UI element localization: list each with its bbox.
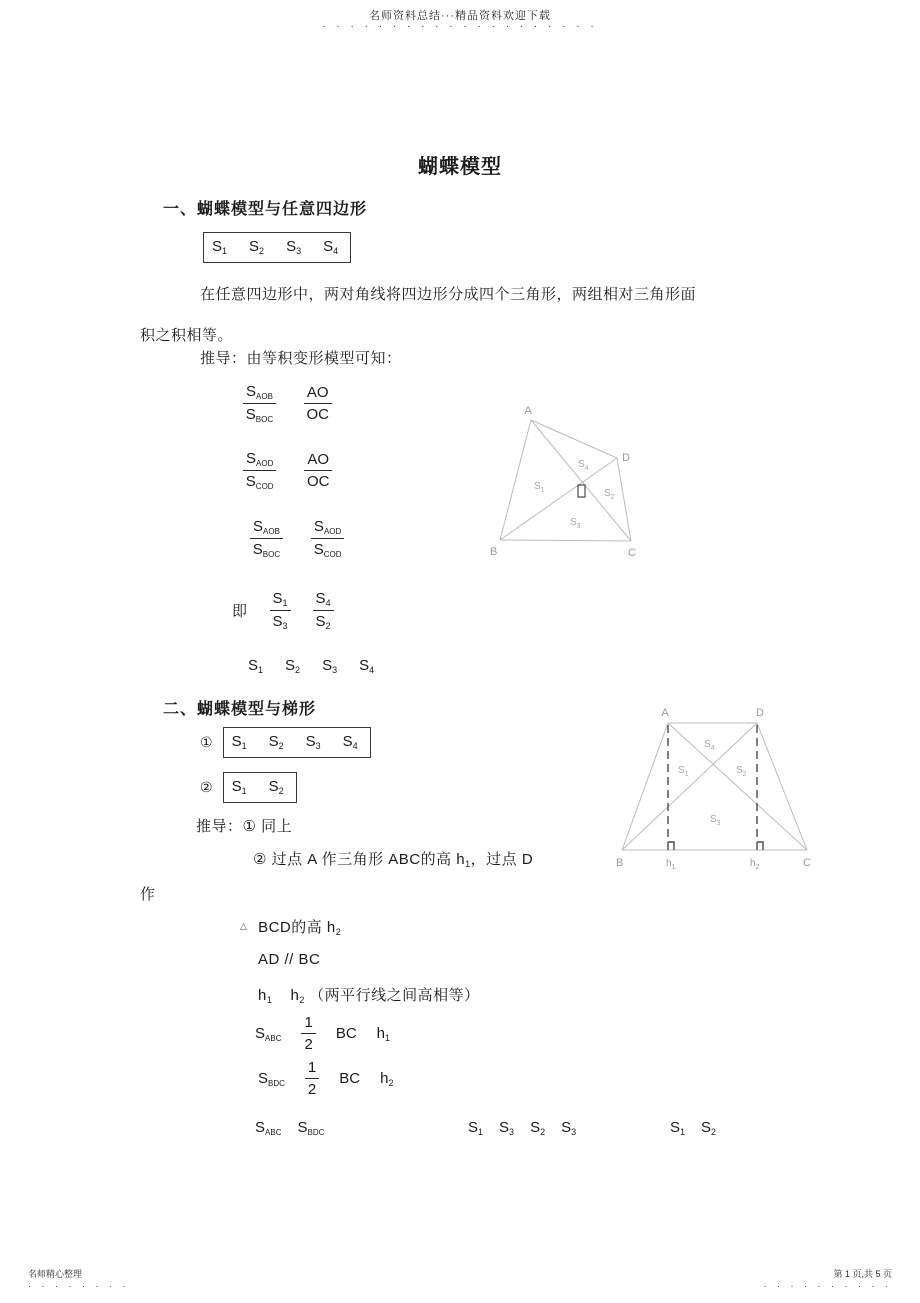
footer-left-dots: · · · · · · · · (28, 1281, 130, 1291)
fraction-s1-s3 (270, 590, 291, 632)
h1-term: $h_1$ (376, 1024, 391, 1043)
section1-heading: 一、蝴蝶模型与任意四边形 (163, 201, 368, 218)
numerator: AO (304, 451, 332, 471)
s3-term: $S_3$ (286, 238, 302, 256)
group-result (670, 1119, 716, 1137)
s3-term: $S_3$ (561, 1119, 577, 1137)
s2-term: $S_2$ (249, 238, 265, 256)
s-abc-term: $S_{ABC}$ (255, 1024, 282, 1043)
bcd-height-line (240, 916, 341, 937)
fraction-s4-s2 (313, 590, 334, 632)
s2-term: $S_2$ (530, 1119, 546, 1137)
denominator: OC (306, 406, 330, 424)
vertex-labels (616, 707, 811, 869)
h2-label: $h_2$ (750, 858, 760, 871)
derive2-part-b: ，过点 D (470, 851, 534, 868)
fraction-saob-sboc (250, 518, 283, 559)
bc-term: BC (335, 1025, 357, 1043)
boxed-row-2 (200, 772, 297, 803)
vertex-b-label: B (616, 857, 624, 869)
s-bdc-term: $S_{BDC}$ (297, 1119, 325, 1137)
trapezoid-edges (622, 723, 807, 850)
formula-row-2 (243, 450, 332, 491)
numerator: 1 (305, 1059, 319, 1079)
fraction-saod-scod (243, 450, 276, 491)
s4-term: $S_4$ (323, 238, 339, 256)
region-s2-label: $S_2$ (604, 488, 615, 501)
quadrilateral-edges (500, 420, 631, 541)
region-s3-label: $S_3$ (710, 814, 721, 827)
h1-term: $h_1$ (258, 987, 272, 1005)
denominator: OC (306, 473, 330, 491)
center-box-glyph (578, 485, 585, 497)
fraction-saob-sboc (243, 383, 276, 424)
right-angle-mark-h1 (668, 842, 674, 850)
triangle-icon: △ (240, 921, 248, 931)
vertex-d-label: D (756, 707, 764, 719)
page-title: 蝴蝶模型 (418, 156, 502, 178)
boxed-terms (203, 232, 351, 263)
area-bdc-formula (258, 1059, 393, 1099)
vertex-a-label: A (661, 707, 669, 719)
numerator: $S_1$ (270, 590, 291, 611)
right-angle-mark-h2 (757, 842, 763, 850)
region-s1-label: $S_1$ (534, 481, 545, 494)
diagonal-ac (531, 420, 631, 541)
region-s4-label: $S_4$ (578, 459, 589, 472)
h2-term: $h_2$ (380, 1069, 394, 1088)
s2-term: $S_2$ (268, 778, 284, 796)
ad-parallel-bc-line: AD // BC (258, 951, 321, 968)
h1-subscript: 1 (465, 859, 471, 869)
heights-equal-line (258, 984, 480, 1005)
derive2-part-a: ② 过点 A 作三角形 ABC的高 h (253, 851, 466, 868)
formula-row-1 (243, 383, 332, 424)
group-s-terms (468, 1119, 576, 1137)
region-s3-label: $S_3$ (570, 517, 581, 530)
circled-one: ① (200, 734, 213, 750)
denominator: $S_{BOC}$ (245, 406, 274, 425)
s1-term: $S_1$ (468, 1119, 484, 1137)
s1-term: $S_1$ (248, 657, 264, 675)
group-areas (255, 1119, 324, 1137)
s4-term: $S_4$ (342, 733, 358, 751)
denominator: $S_{COD}$ (313, 541, 342, 560)
numerator: AO (304, 384, 332, 404)
vertex-c-label: C (803, 857, 811, 869)
numerator: $S_{AOB}$ (250, 518, 283, 539)
height-lines (668, 725, 763, 850)
boxed-terms-1 (223, 727, 371, 758)
heights-note: （两平行线之间高相等） (309, 987, 480, 1004)
s1-term: $S_1$ (670, 1119, 686, 1137)
region-s4-label: $S_4$ (704, 739, 715, 752)
quadrilateral-diagram (478, 398, 668, 568)
section2-heading: 二、蝴蝶模型与梯形 (163, 701, 317, 718)
vertex-b-label: B (490, 546, 498, 558)
s3-term: $S_3$ (499, 1119, 515, 1137)
fraction-ao-oc (304, 451, 332, 491)
denominator: $S_2$ (315, 613, 331, 632)
page-header: 名师资料总结···精品资料欢迎下载 (369, 10, 551, 22)
numerator: $S_{AOD}$ (243, 450, 276, 471)
fraction-half (301, 1014, 315, 1054)
region-labels (678, 739, 747, 827)
formula-box-1 (203, 232, 351, 263)
s4-term: $S_4$ (359, 657, 375, 675)
s-bdc-term: $S_{BDC}$ (258, 1069, 285, 1088)
boxed-row-1 (200, 727, 371, 758)
region-s2-label: $S_2$ (736, 765, 747, 778)
s1-term: $S_1$ (231, 733, 247, 751)
header-dotted-rule: · · · · · · · · · · · · · · · · · · · · (322, 21, 598, 32)
s-terms-row (248, 657, 374, 675)
bc-term: BC (339, 1070, 361, 1088)
h2-term: $h_2$ (290, 987, 305, 1005)
zuo-line: 作 (140, 886, 156, 903)
footer-right-dots: · · · · · · · · · · (763, 1281, 892, 1291)
vertex-labels (490, 405, 636, 559)
denominator: $S_3$ (272, 613, 288, 632)
h2-subscript: 2 (335, 927, 342, 937)
s-abc-term: $S_{ABC}$ (255, 1119, 282, 1137)
vertex-d-label: D (622, 452, 630, 464)
fraction-saod-scod (311, 518, 344, 559)
derive1-line: 推导：① 同上 (196, 818, 293, 835)
s1-term: $S_1$ (212, 238, 228, 256)
derive-intro: 推导：由等积变形模型可知： (200, 350, 402, 367)
derive2-line (253, 848, 533, 869)
denominator: $S_{COD}$ (245, 473, 274, 492)
height-labels (666, 858, 760, 871)
footer-left: 名师精心整理 (28, 1269, 83, 1279)
area-abc-formula (255, 1014, 390, 1054)
region-s1-label: $S_1$ (678, 765, 689, 778)
formula-row-4 (232, 590, 334, 632)
s1-term: $S_1$ (231, 778, 247, 796)
denominator: 2 (307, 1081, 317, 1099)
paragraph-line2: 积之积相等。 (140, 327, 234, 344)
numerator: $S_{AOD}$ (311, 518, 344, 539)
vertex-a-label: A (524, 405, 532, 417)
s3-term: $S_3$ (322, 657, 338, 675)
boxed-terms-2 (223, 772, 297, 803)
numerator: $S_4$ (313, 590, 334, 611)
bcd-text: BCD的高 h (258, 919, 336, 936)
s2-term: $S_2$ (701, 1119, 717, 1137)
circled-two: ② (200, 779, 213, 795)
footer-page-number: 第 1 页,共 5 页 (833, 1269, 892, 1279)
fraction-ao-oc (304, 384, 332, 424)
numerator: $S_{AOB}$ (243, 383, 276, 404)
s2-term: $S_2$ (268, 733, 284, 751)
denominator: $S_{BOC}$ (252, 541, 281, 560)
h1-label: $h_1$ (666, 858, 676, 871)
paragraph-line1: 在任意四边形中，两对角线将四边形分成四个三角形，两组相对三角形面 (200, 286, 697, 303)
region-labels (534, 459, 615, 530)
s3-term: $S_3$ (305, 733, 321, 751)
trapezoid-diagram (600, 700, 832, 878)
ji-label: 即 (232, 603, 248, 621)
numerator: 1 (301, 1014, 315, 1034)
denominator: 2 (304, 1036, 313, 1054)
vertex-c-label: C (628, 547, 636, 559)
formula-row-3 (250, 518, 344, 559)
s2-term: $S_2$ (285, 657, 301, 675)
fraction-half (305, 1059, 319, 1099)
